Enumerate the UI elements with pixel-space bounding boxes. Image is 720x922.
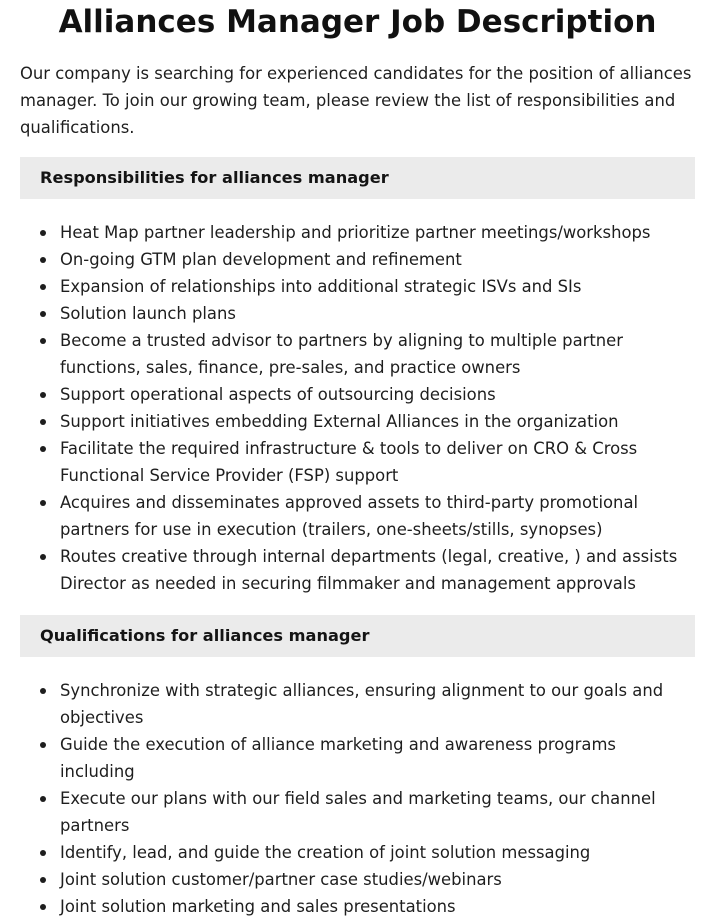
list-item	[20, 489, 695, 543]
list-item	[20, 408, 695, 435]
list-item	[20, 893, 695, 920]
list-item	[20, 246, 695, 273]
list-item	[20, 381, 695, 408]
list-item-text: Identify, lead, and guide the creation of joint solution messaging	[60, 843, 591, 862]
responsibilities-list	[20, 219, 695, 597]
bullet-icon	[40, 419, 46, 425]
bullet-icon	[40, 850, 46, 856]
qualifications-list	[20, 677, 695, 920]
bullet-icon	[40, 688, 46, 694]
list-item-text: Facilitate the required infrastructure & tools to deliver on CRO & Cross Functional Service Provider (FSP) support	[60, 439, 638, 485]
bullet-icon	[40, 392, 46, 398]
list-item	[20, 866, 695, 893]
list-item	[20, 435, 695, 489]
qualifications-heading: Qualifications for alliances manager	[20, 615, 695, 657]
page-title: Alliances Manager Job Description	[58, 4, 657, 40]
list-item	[20, 327, 695, 381]
bullet-icon	[40, 796, 46, 802]
list-item-text: Acquires and disseminates approved assets to third-party promotional partners for use in execution (trailers, one-sheets/stills, synopses)	[60, 493, 639, 539]
list-item-text: Solution launch plans	[60, 304, 236, 323]
list-item-text: Joint solution customer/partner case studies/webinars	[60, 870, 502, 889]
responsibilities-heading: Responsibilities for alliances manager	[20, 157, 695, 199]
list-item	[20, 839, 695, 866]
list-item-text: On-going GTM plan development and refinement	[60, 250, 462, 269]
list-item-text: Expansion of relationships into additional strategic ISVs and SIs	[60, 277, 582, 296]
list-item-text: Guide the execution of alliance marketing and awareness programs including	[60, 735, 616, 781]
bullet-icon	[40, 742, 46, 748]
job-description-page	[20, 0, 695, 920]
list-item-text: Become a trusted advisor to partners by aligning to multiple partner functions, sales, finance, pre-sales, and practice owners	[60, 331, 624, 377]
bullet-icon	[40, 338, 46, 344]
bullet-icon	[40, 500, 46, 506]
bullet-icon	[40, 877, 46, 883]
bullet-icon	[40, 446, 46, 452]
list-item-text: Routes creative through internal departments (legal, creative, ) and assists Director as needed in securing filmmaker and management approvals	[60, 547, 678, 593]
intro-paragraph: Our company is searching for experienced candidates for the position of alliances manager. To join our growing team, please review the list of responsibilities and qualifications.	[20, 64, 692, 137]
list-item	[20, 785, 695, 839]
list-item-text: Synchronize with strategic alliances, ensuring alignment to our goals and objectives	[60, 681, 664, 727]
list-item	[20, 543, 695, 597]
list-item	[20, 219, 695, 246]
bullet-icon	[40, 904, 46, 910]
list-item	[20, 677, 695, 731]
list-item	[20, 731, 695, 785]
list-item-text: Heat Map partner leadership and prioritize partner meetings/workshops	[60, 223, 651, 242]
list-item-text: Support operational aspects of outsourcing decisions	[60, 385, 496, 404]
list-item	[20, 273, 695, 300]
bullet-icon	[40, 311, 46, 317]
bullet-icon	[40, 230, 46, 236]
list-item	[20, 300, 695, 327]
list-item-text: Support initiatives embedding External Alliances in the organization	[60, 412, 619, 431]
bullet-icon	[40, 257, 46, 263]
list-item-text: Execute our plans with our field sales and marketing teams, our channel partners	[60, 789, 656, 835]
bullet-icon	[40, 284, 46, 290]
list-item-text: Joint solution marketing and sales presentations	[60, 897, 456, 916]
bullet-icon	[40, 554, 46, 560]
